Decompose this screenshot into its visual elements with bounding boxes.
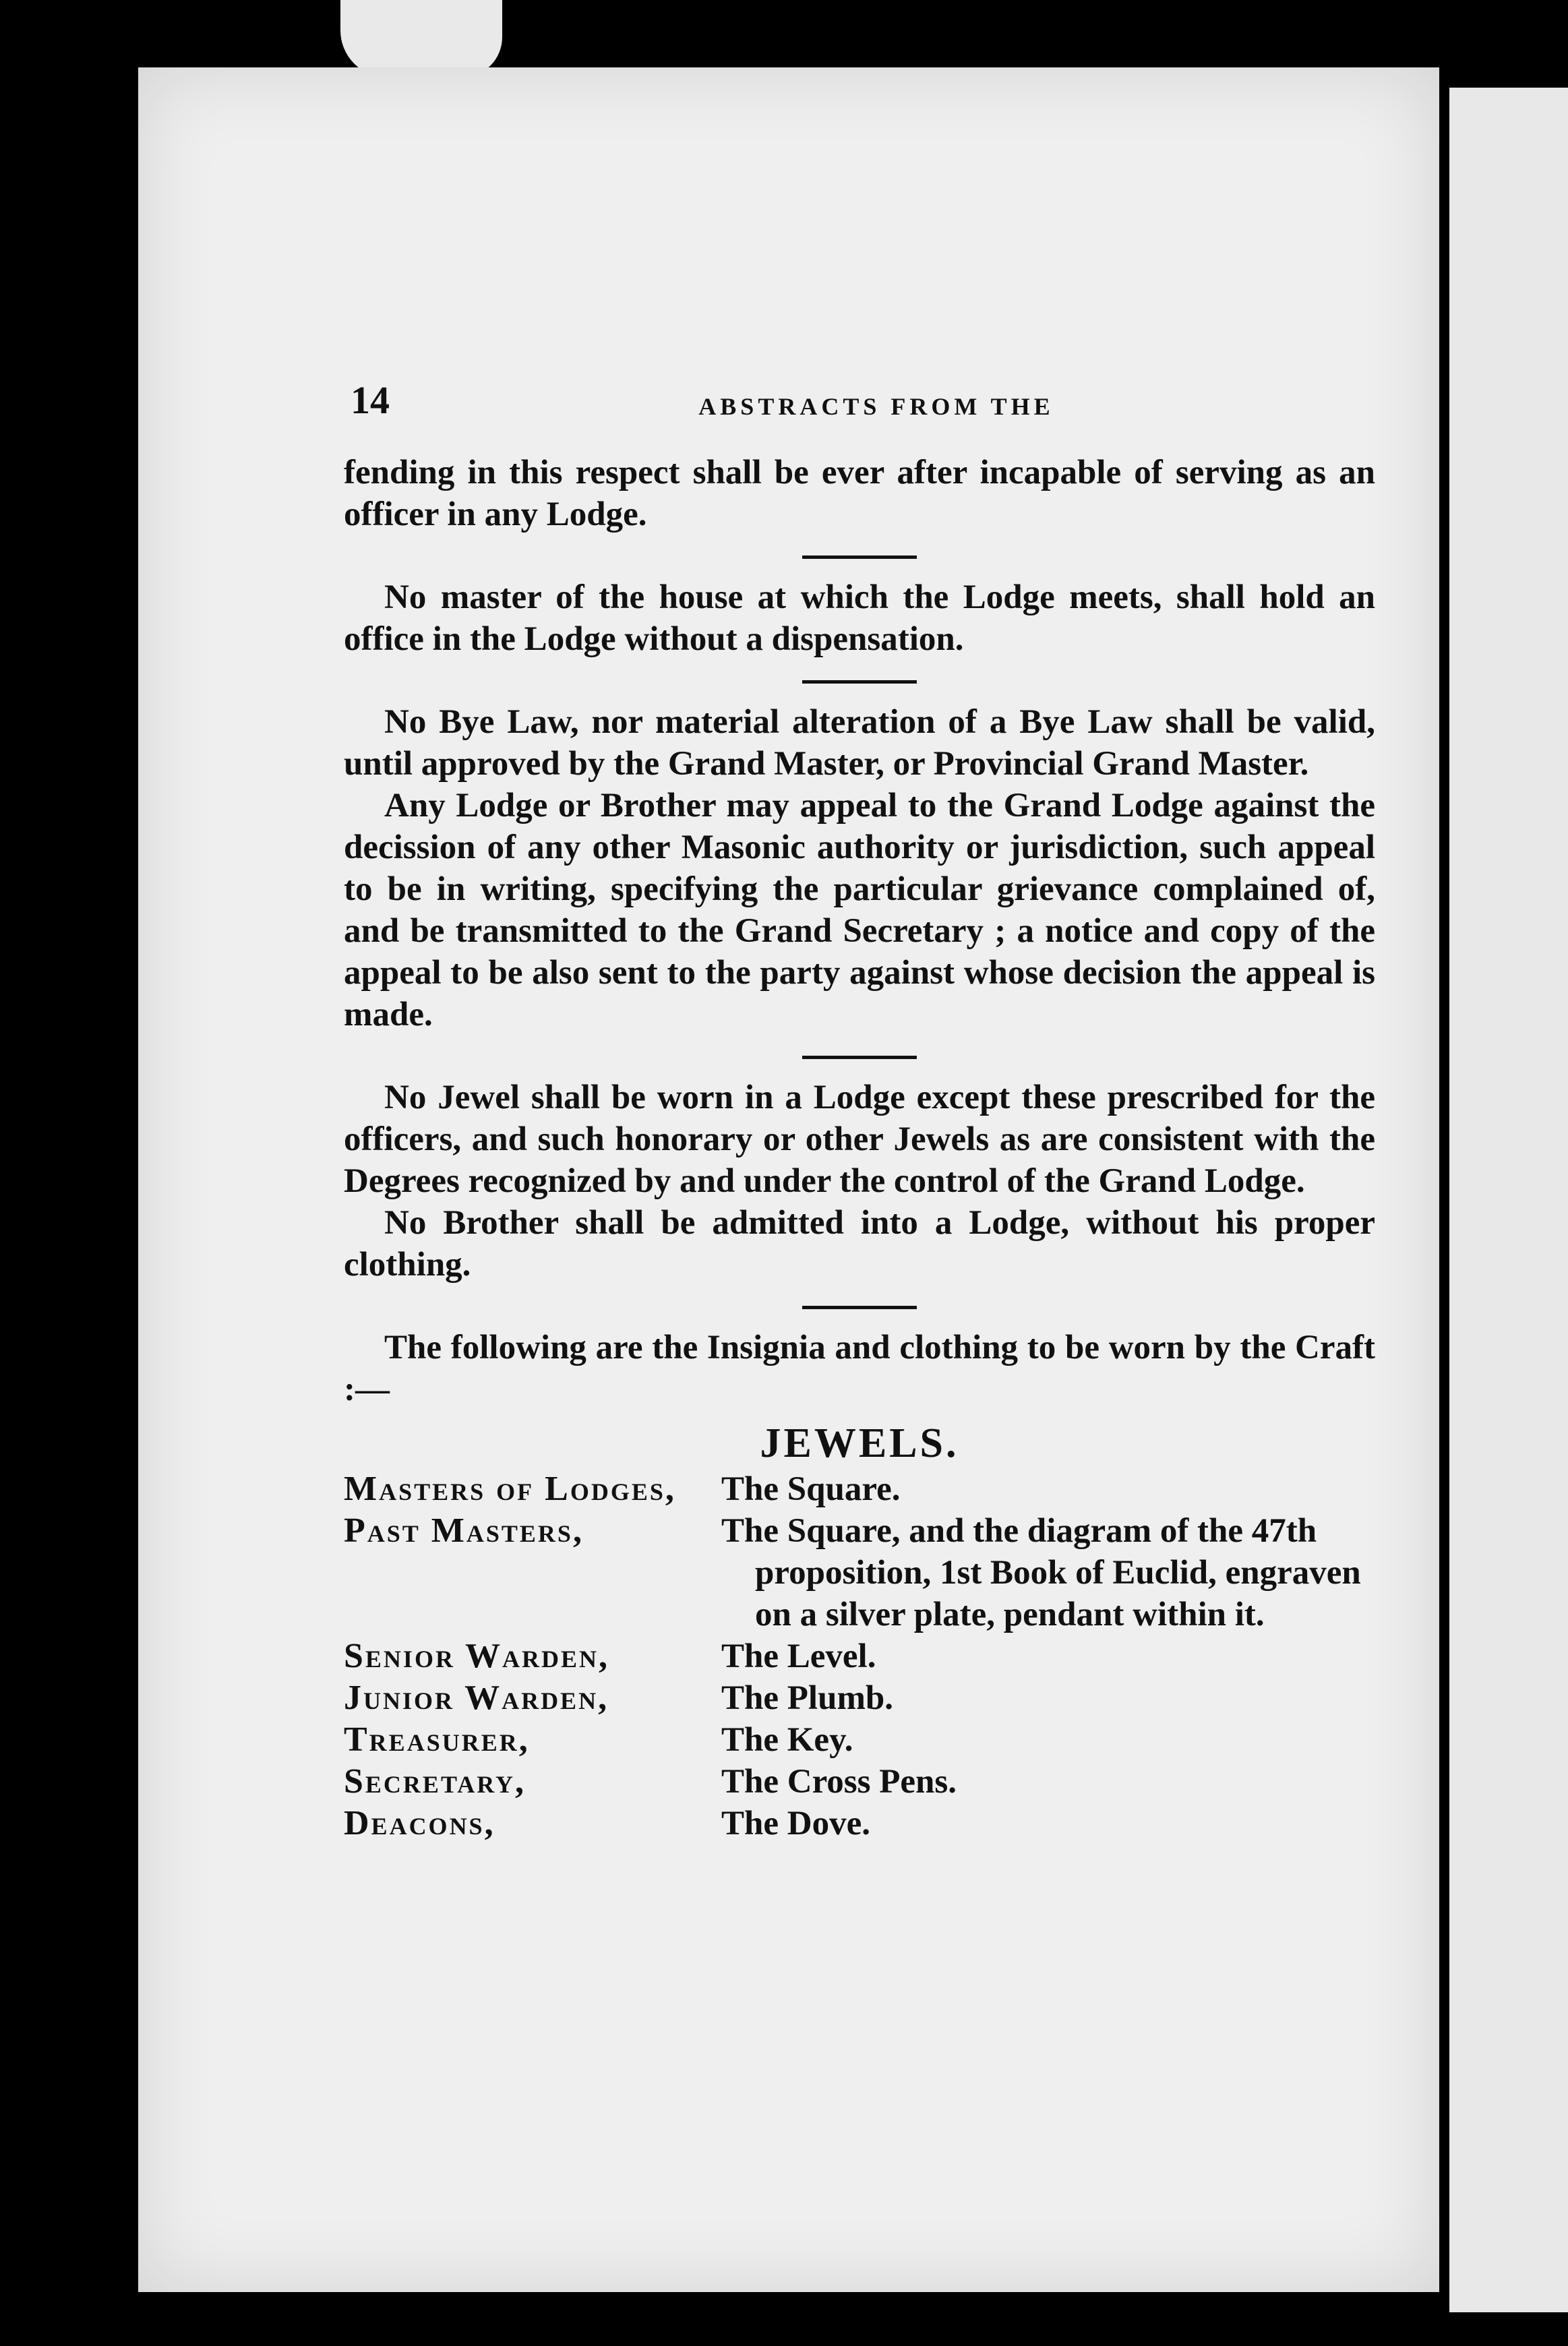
paper-tab-mark xyxy=(340,0,502,78)
section-rule xyxy=(802,1306,917,1309)
list-item xyxy=(344,1510,1375,1635)
jewel-description-wrap xyxy=(721,1510,1375,1635)
jewel-description: The Key. xyxy=(721,1721,853,1759)
list-item xyxy=(344,1635,1375,1677)
section-rule xyxy=(802,555,917,559)
paragraph: No Bye Law, nor material alteration of a Bye Law shall be valid, until approved by the Grand Master, or Provincial Grand Master. xyxy=(344,703,1375,783)
jewel-description: The Dove. xyxy=(721,1805,870,1842)
jewels-heading: JEWELS. xyxy=(760,1420,959,1466)
list-item xyxy=(344,1803,1375,1844)
office-name: Senior Warden, xyxy=(344,1637,610,1675)
page-body xyxy=(344,452,1375,1844)
list-item xyxy=(344,1719,1375,1761)
page-header xyxy=(138,378,1439,431)
paragraph: No Brother shall be admitted into a Lodge, without his proper clothing. xyxy=(344,1204,1375,1284)
office-name: Deacons, xyxy=(344,1804,495,1842)
jewel-description: The Level. xyxy=(721,1637,876,1675)
page-number: 14 xyxy=(351,378,390,422)
office-name: Secretary, xyxy=(344,1762,526,1801)
paragraph: fending in this respect shall be ever after incapable of serving as an officer in any Lodge. xyxy=(344,454,1375,533)
paragraph: No master of the house at which the Lodge meets, shall hold an office in the Lodge without a dispensation. xyxy=(344,578,1375,658)
jewels-list xyxy=(344,1468,1375,1844)
list-item xyxy=(344,1677,1375,1719)
office-name: Junior Warden, xyxy=(344,1679,609,1717)
jewel-description: The Square. xyxy=(721,1470,901,1508)
section-rule xyxy=(802,1056,917,1059)
jewel-description: The Plumb. xyxy=(721,1679,894,1717)
paragraph: Any Lodge or Brother may appeal to the Grand Lodge against the decission of any other Masonic authority or jurisdiction, such appeal to be in writing, specifying the particular grievance complained of, and be transmitted to the Grand Secretary ; a notice and copy of the appeal to be also sent to the party against whose decision the appeal is made. xyxy=(344,787,1375,1033)
facing-page-edge xyxy=(1449,88,1568,2312)
list-item xyxy=(344,1468,1375,1510)
running-head: ABSTRACTS FROM THE xyxy=(698,393,1054,420)
office-name: Past Masters, xyxy=(344,1511,584,1550)
jewel-description: The Cross Pens. xyxy=(721,1763,957,1801)
book-page xyxy=(138,67,1439,2292)
paragraph: No Jewel shall be worn in a Lodge except these prescribed for the officers, and such honorary or other Jewels as are consistent with the Degrees recognized by and under the control of the Grand Lodge. xyxy=(344,1079,1375,1200)
paragraph: The following are the Insignia and clothing to be worn by the Craft :— xyxy=(344,1329,1375,1408)
office-name: Masters of Lodges, xyxy=(344,1470,676,1508)
list-item xyxy=(344,1761,1375,1803)
section-rule xyxy=(802,680,917,684)
office-name: Treasurer, xyxy=(344,1720,530,1759)
jewel-description: The Square, and the diagram of the 47th proposition, 1st Book of Euclid, engraven on a silver plate, pendant within it. xyxy=(721,1512,1361,1633)
